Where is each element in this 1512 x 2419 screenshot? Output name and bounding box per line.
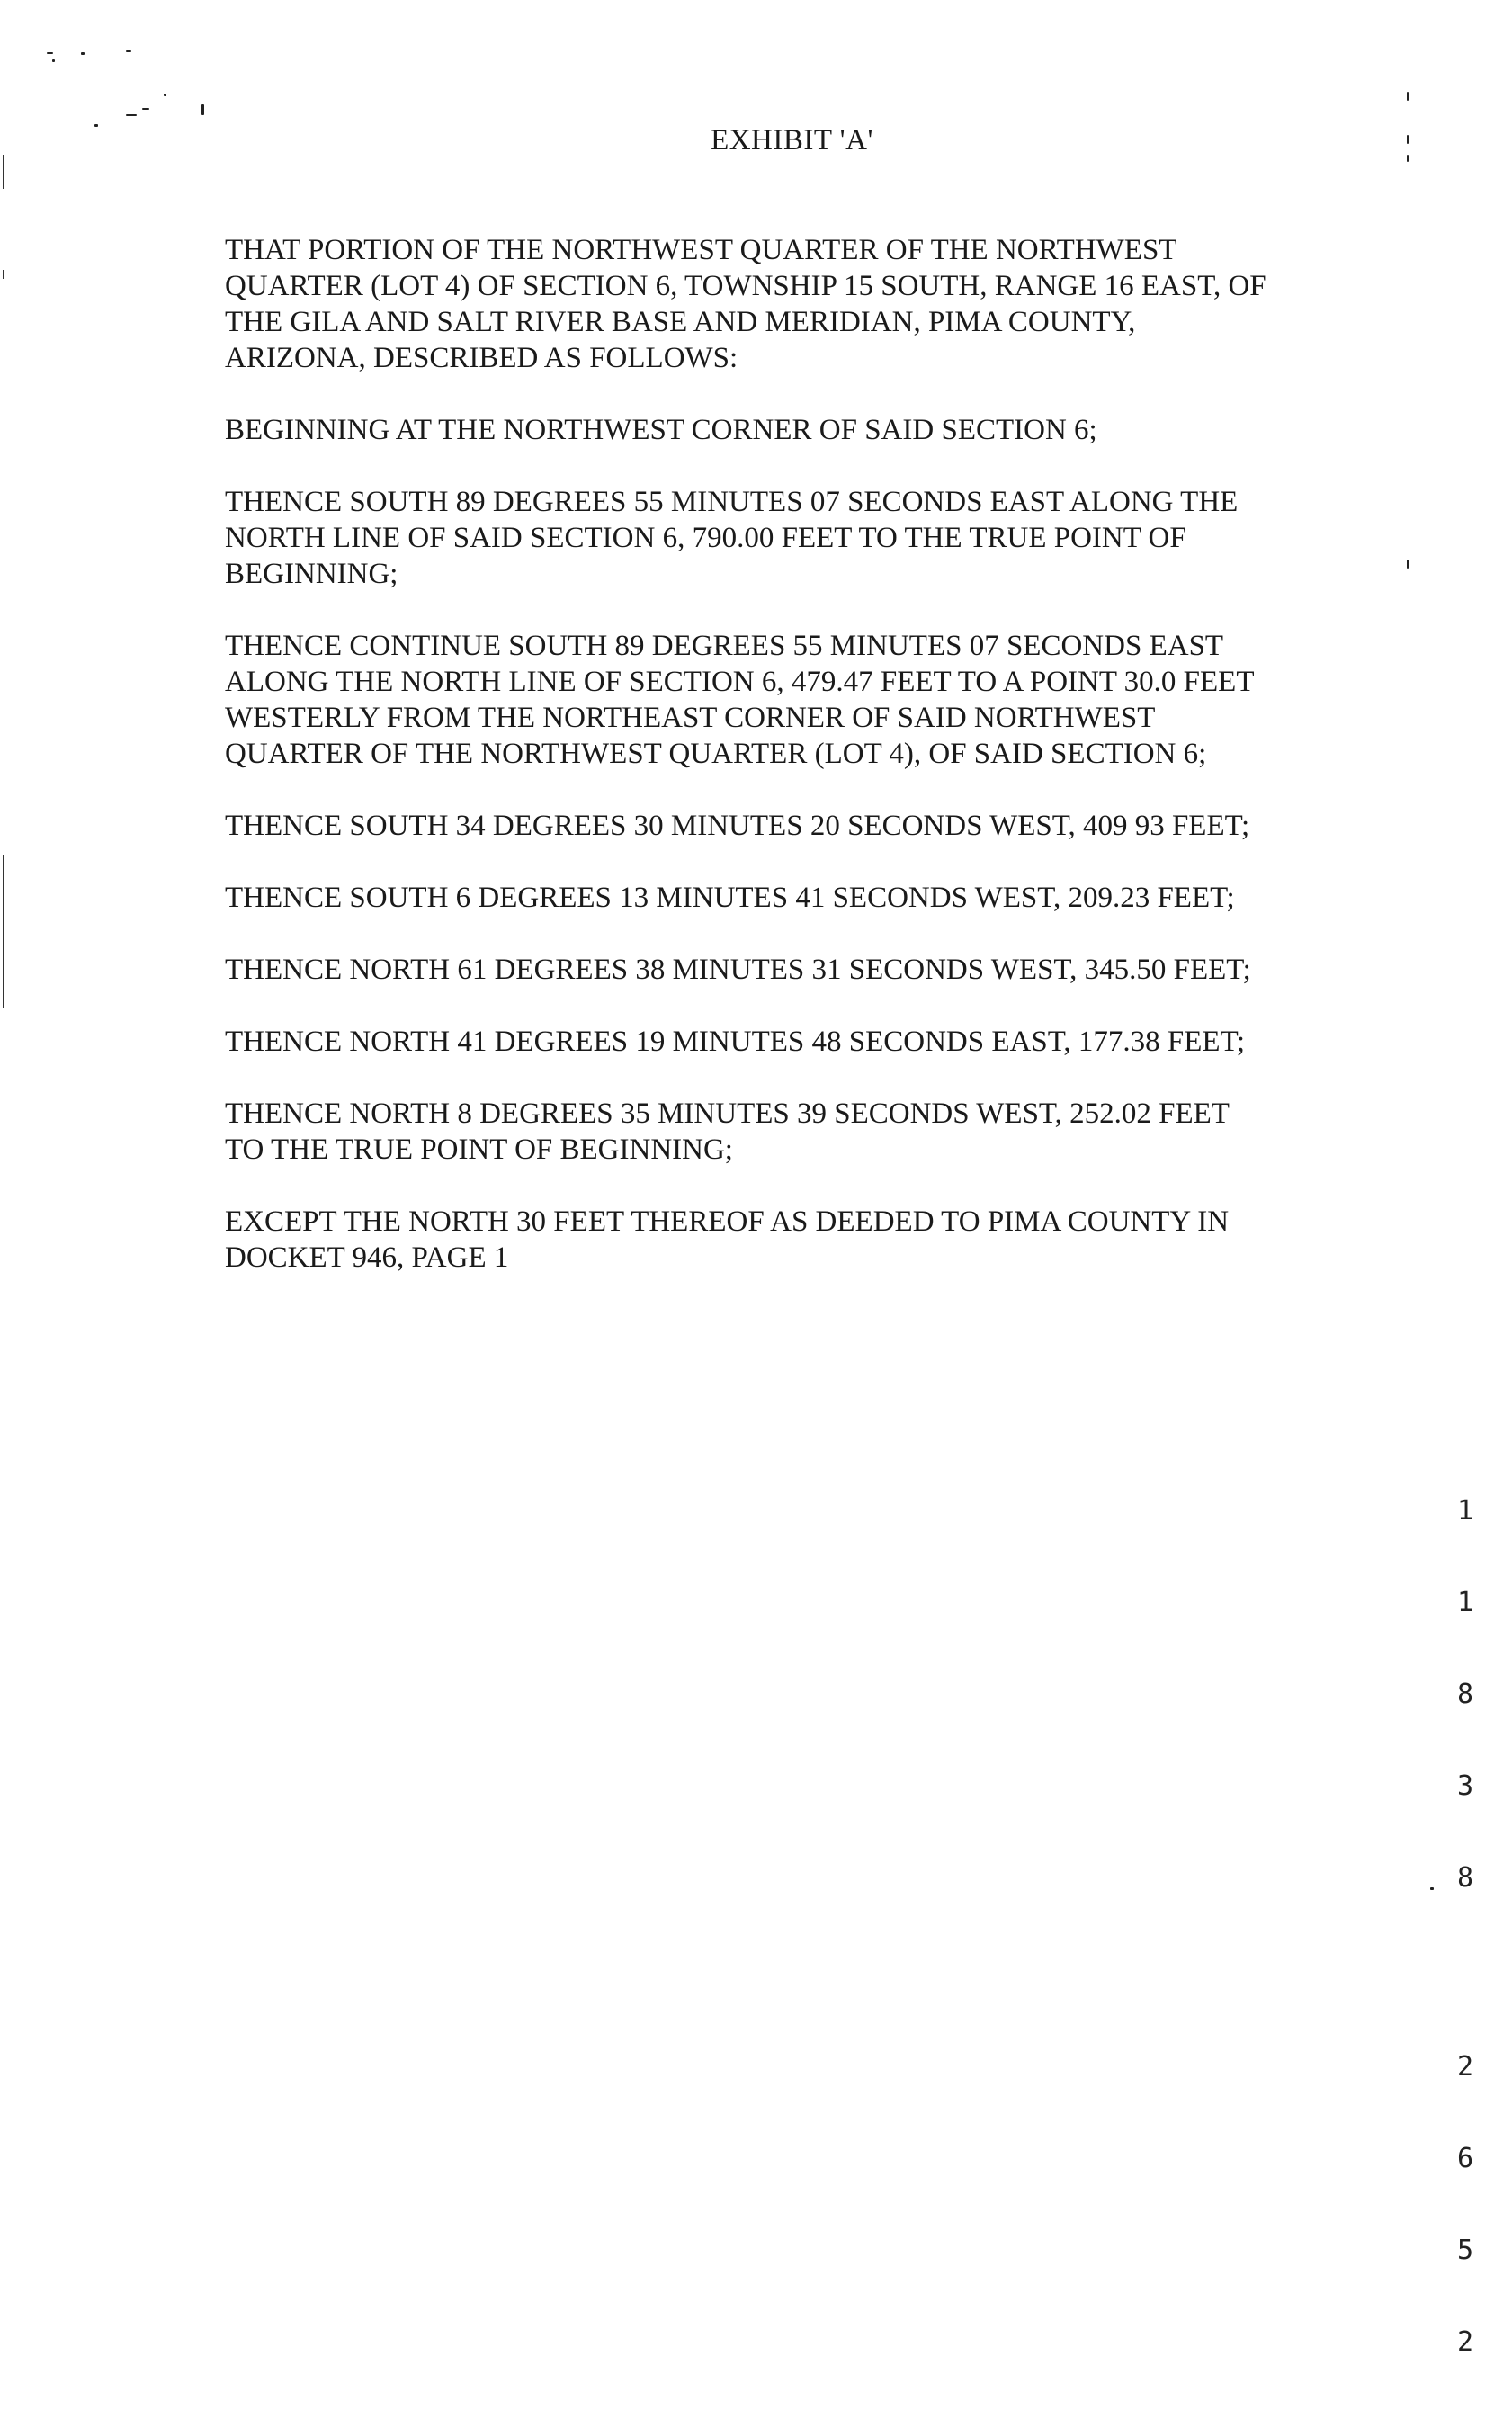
- exhibit-title: EXHIBIT 'A': [711, 124, 873, 157]
- paragraph-call-2: THENCE CONTINUE SOUTH 89 DEGREES 55 MINUTES 07 SECONDS EAST ALONG THE NORTH LINE OF SECTION 6, 479.47 FEET TO A POINT 30.0 FEET WESTERLY FROM THE NORTHEAST CORNER OF SAID NORTHWEST QUARTER OF THE NORTHWEST QUARTER (LOT 4), OF SAID SECTION 6;: [225, 630, 1255, 770]
- scan-speck: [47, 52, 53, 54]
- bates-digit: 8: [1456, 1679, 1474, 1710]
- bates-spacer: [1452, 1955, 1479, 1991]
- bates-digit: 2: [1456, 2326, 1474, 2358]
- bates-digit: 8: [1456, 1862, 1474, 1894]
- paragraph-call-7: THENCE NORTH 8 DEGREES 35 MINUTES 39 SECONDS WEST, 252.02 FEET TO THE TRUE POINT OF BEGINNING;: [225, 1098, 1230, 1166]
- scan-speck: [1430, 1887, 1434, 1890]
- paragraph-beginning: BEGINNING AT THE NORTHWEST CORNER OF SAID SECTION 6;: [225, 414, 1097, 446]
- bates-digit: 3: [1456, 1770, 1474, 1802]
- scan-speck: [81, 52, 85, 55]
- bates-digit: 1: [1456, 1587, 1474, 1618]
- scan-speck: [164, 94, 166, 96]
- scan-speck: [126, 50, 131, 52]
- scan-speck: [142, 108, 149, 110]
- scan-speck: [1407, 92, 1409, 101]
- scan-speck: [126, 114, 137, 116]
- paragraph-call-5: THENCE NORTH 61 DEGREES 38 MINUTES 31 SECONDS WEST, 345.50 FEET;: [225, 954, 1251, 986]
- bates-digit: 1: [1456, 1495, 1474, 1527]
- paragraph-call-6: THENCE NORTH 41 DEGREES 19 MINUTES 48 SECONDS EAST, 177.38 FEET;: [225, 1026, 1246, 1058]
- legal-description: [225, 232, 1322, 1276]
- paragraph-call-4: THENCE SOUTH 6 DEGREES 13 MINUTES 41 SECONDS WEST, 209.23 FEET;: [225, 882, 1235, 914]
- scan-edge-line: [3, 855, 4, 1008]
- scan-speck: [201, 104, 204, 115]
- paragraph-call-1: THENCE SOUTH 89 DEGREES 55 MINUTES 07 SECONDS EAST ALONG THE NORTH LINE OF SAID SECTION 6, 790.00 FEET TO THE TRUE POINT OF BEGINNING;: [225, 486, 1239, 590]
- paragraph-intro: THAT PORTION OF THE NORTHWEST QUARTER OF THE NORTHWEST QUARTER (LOT 4) OF SECTION 6, TOWNSHIP 15 SOUTH, RANGE 16 EAST, OF THE GILA AND SALT RIVER BASE AND MERIDIAN, PIMA COUNTY, ARIZONA, DESCRIBED AS FOLLOWS:: [225, 234, 1266, 374]
- bates-digit: 5: [1456, 2235, 1474, 2266]
- scan-speck: [52, 59, 55, 62]
- paragraph-exception: EXCEPT THE NORTH 30 FEET THEREOF AS DEEDED TO PIMA COUNTY IN DOCKET 946, PAGE 1: [225, 1205, 1230, 1274]
- bates-digit: 2: [1456, 2051, 1474, 2083]
- bates-number: [1452, 1435, 1479, 2419]
- scan-edge-line: [3, 270, 4, 279]
- paragraph-call-3: THENCE SOUTH 34 DEGREES 30 MINUTES 20 SECONDS WEST, 409 93 FEET;: [225, 810, 1250, 842]
- scan-edge-line: [3, 155, 4, 189]
- scan-speck: [1407, 560, 1409, 569]
- bates-digit: 6: [1456, 2143, 1474, 2174]
